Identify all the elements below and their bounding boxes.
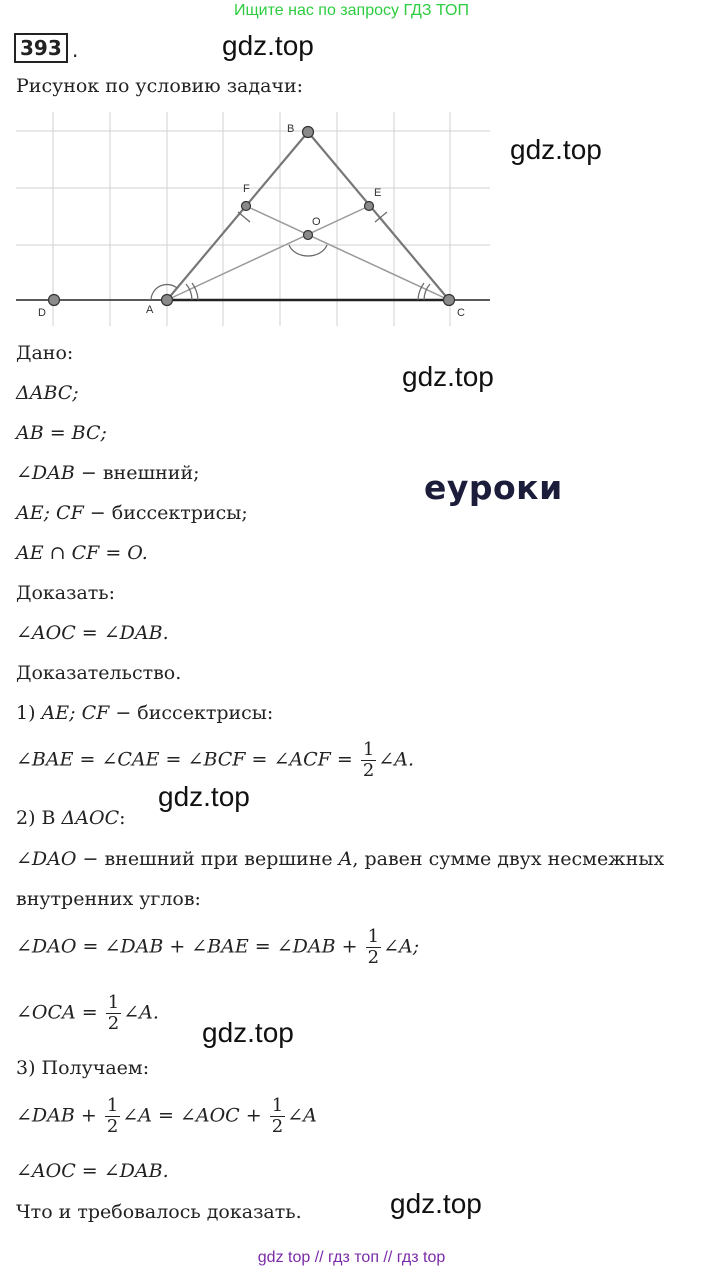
bisector-ae	[167, 206, 369, 300]
proof-step: ∠DAO − внешний при вершине A, равен сумме двух несмежных	[16, 848, 665, 870]
label-point-e: E	[374, 187, 382, 199]
given-title: Дано:	[16, 342, 74, 364]
prove-statement: ∠AOC = ∠DAB.	[16, 622, 169, 644]
problem-number-dot: .	[72, 38, 79, 62]
label-point-o: O	[312, 216, 321, 228]
fraction-half: $\frac{1}{2}$	[362, 739, 375, 781]
fraction-half: $\frac{1}{2}$	[367, 926, 380, 968]
watermark-brand-logo: еуроки	[424, 468, 563, 507]
proof-equation: ∠BAE = ∠CAE = ∠BCF = ∠ACF = $\frac{1}{2}$ ∠A.	[16, 739, 414, 781]
watermark-gdz: gdz.top	[510, 134, 602, 165]
watermark-gdz: gdz.top	[222, 30, 314, 61]
proof-title: Доказательство.	[16, 662, 182, 684]
watermark-gdz: gdz.top	[390, 1188, 482, 1219]
given-line: AE; CF − биссектрисы;	[16, 502, 248, 524]
label-point-b: B	[287, 123, 295, 135]
bisector-cf	[246, 206, 449, 300]
given-line: AE ∩ CF = O.	[16, 542, 148, 564]
triangle-figure	[14, 110, 494, 330]
prove-title: Доказать:	[16, 582, 116, 604]
fraction-half: $\frac{1}{2}$	[107, 992, 120, 1034]
proof-step: внутренних углов:	[16, 888, 201, 910]
watermark-gdz: gdz.top	[158, 781, 250, 812]
proof-step: 1) AE; CF − биссектрисы:	[16, 702, 274, 724]
label-point-f: F	[243, 183, 250, 195]
side-ab	[167, 132, 308, 300]
proof-equation: ∠AOC = ∠DAB.	[16, 1160, 169, 1182]
label-point-d: D	[38, 307, 46, 319]
proof-equation: ∠OCA = $\frac{1}{2}$ ∠A.	[16, 992, 159, 1034]
watermark-gdz: gdz.top	[402, 361, 494, 392]
proof-equation: ∠DAB + $\frac{1}{2}$ ∠A = ∠AOC + $\frac{1}{2}$ ∠A	[16, 1095, 317, 1137]
label-point-c: C	[457, 307, 465, 319]
given-line: ∠DAB − внешний;	[16, 462, 200, 484]
proof-equation: ∠DAO = ∠DAB + ∠BAE = ∠DAB + $\frac{1}{2}$ ∠A;	[16, 926, 420, 968]
given-line: AB = BC;	[16, 422, 107, 444]
label-point-a: A	[146, 304, 154, 316]
problem-number: 393	[14, 33, 68, 63]
proof-step: 3) Получаем:	[16, 1057, 150, 1079]
given-line: ΔABC;	[16, 382, 79, 404]
side-bc	[308, 132, 449, 300]
footer-links: gdz top // гдз топ // гдз top	[257, 1249, 446, 1266]
proof-step: 2) В ΔAOC:	[16, 807, 126, 829]
proof-conclusion: Что и требовалось доказать.	[16, 1201, 302, 1223]
watermark-gdz: gdz.top	[202, 1017, 294, 1048]
fraction-half: $\frac{1}{2}$	[106, 1095, 119, 1137]
fraction-half: $\frac{1}{2}$	[271, 1095, 284, 1137]
search-banner: Ищите нас по запросу ГДЗ ТОП	[234, 2, 469, 19]
angle-marks	[151, 212, 430, 300]
figure-caption: Рисунок по условию задачи:	[16, 75, 304, 97]
